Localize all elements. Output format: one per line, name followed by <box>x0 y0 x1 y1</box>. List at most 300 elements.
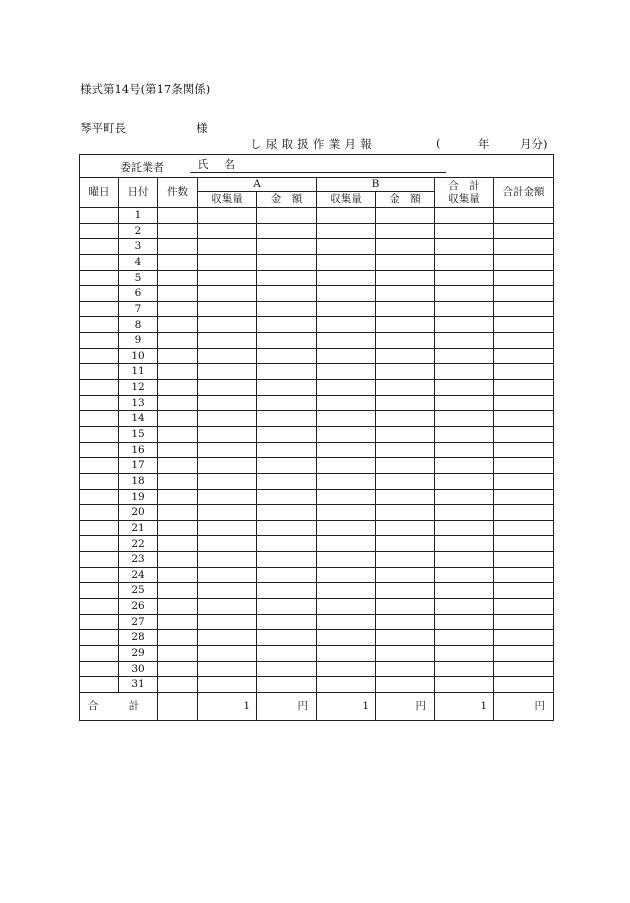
count-cell[interactable] <box>158 614 198 630</box>
total-collection-cell[interactable] <box>435 630 494 646</box>
date-cell: 11 <box>119 364 158 380</box>
count-cell[interactable] <box>158 489 198 505</box>
weekday-cell[interactable] <box>80 442 119 458</box>
a-money-cell[interactable] <box>257 364 317 380</box>
a-money-cell[interactable] <box>257 395 317 411</box>
a-collection-cell[interactable] <box>198 583 257 599</box>
weekday-cell[interactable] <box>80 552 119 568</box>
b-collection-cell[interactable] <box>317 520 376 536</box>
a-collection-cell[interactable] <box>198 395 257 411</box>
a-collection-cell[interactable] <box>198 458 257 474</box>
a-collection-cell[interactable] <box>198 411 257 427</box>
b-collection-cell[interactable] <box>317 677 376 693</box>
a-money-cell[interactable] <box>257 567 317 583</box>
b-money-cell[interactable] <box>376 380 435 396</box>
total-money-cell[interactable] <box>494 442 554 458</box>
a-collection-cell[interactable] <box>198 677 257 693</box>
weekday-cell[interactable] <box>80 458 119 474</box>
a-money-cell[interactable] <box>257 677 317 693</box>
total-collection-cell[interactable] <box>435 458 494 474</box>
totals-label: 合 計 <box>80 692 158 720</box>
count-cell[interactable] <box>158 348 198 364</box>
b-collection-cell[interactable] <box>317 489 376 505</box>
total-collection-cell[interactable] <box>435 426 494 442</box>
b-money-cell[interactable] <box>376 254 435 270</box>
b-money-cell[interactable] <box>376 489 435 505</box>
monthly-report-table <box>79 154 554 721</box>
a-money-cell[interactable] <box>257 614 317 630</box>
total-money-cell[interactable] <box>494 286 554 302</box>
a-collection-cell[interactable] <box>198 333 257 349</box>
a-collection-cell[interactable] <box>198 630 257 646</box>
count-cell[interactable] <box>158 239 198 255</box>
day-row <box>80 270 554 286</box>
total-collection-cell[interactable] <box>435 661 494 677</box>
a-collection-cell[interactable] <box>198 364 257 380</box>
weekday-cell[interactable] <box>80 239 119 255</box>
totals-b-unit[interactable]: 円 <box>376 692 435 720</box>
b-collection-cell[interactable] <box>317 473 376 489</box>
a-money-cell[interactable] <box>257 442 317 458</box>
count-cell[interactable] <box>158 380 198 396</box>
count-cell[interactable] <box>158 301 198 317</box>
totals-a-amount[interactable]: 1 <box>198 692 257 720</box>
b-collection-cell[interactable] <box>317 599 376 615</box>
a-collection-cell[interactable] <box>198 442 257 458</box>
b-collection-cell[interactable] <box>317 614 376 630</box>
a-collection-cell[interactable] <box>198 505 257 521</box>
total-collection-cell[interactable] <box>435 270 494 286</box>
total-money-cell[interactable] <box>494 536 554 552</box>
total-collection-cell[interactable] <box>435 614 494 630</box>
b-money-cell[interactable] <box>376 614 435 630</box>
a-money-cell[interactable] <box>257 239 317 255</box>
a-money-cell[interactable] <box>257 661 317 677</box>
a-money-cell[interactable] <box>257 458 317 474</box>
total-money-cell[interactable] <box>494 661 554 677</box>
day-row <box>80 677 554 693</box>
weekday-cell[interactable] <box>80 301 119 317</box>
total-money-cell[interactable] <box>494 333 554 349</box>
a-collection-header: 収集量 <box>198 192 257 208</box>
b-money-cell[interactable] <box>376 520 435 536</box>
weekday-cell[interactable] <box>80 380 119 396</box>
count-cell[interactable] <box>158 661 198 677</box>
count-cell[interactable] <box>158 411 198 427</box>
b-collection-cell[interactable] <box>317 254 376 270</box>
a-collection-cell[interactable] <box>198 380 257 396</box>
total-collection-cell[interactable] <box>435 380 494 396</box>
a-money-cell[interactable] <box>257 333 317 349</box>
b-money-cell[interactable] <box>376 426 435 442</box>
weekday-cell[interactable] <box>80 208 119 224</box>
b-money-cell[interactable] <box>376 505 435 521</box>
count-cell[interactable] <box>158 567 198 583</box>
total-money-cell[interactable] <box>494 630 554 646</box>
total-money-cell[interactable] <box>494 583 554 599</box>
b-money-cell[interactable] <box>376 395 435 411</box>
count-cell[interactable] <box>158 333 198 349</box>
a-collection-cell[interactable] <box>198 317 257 333</box>
a-money-cell[interactable] <box>257 426 317 442</box>
total-money-cell[interactable] <box>494 505 554 521</box>
weekday-cell[interactable] <box>80 567 119 583</box>
b-collection-cell[interactable] <box>317 239 376 255</box>
day-row <box>80 552 554 568</box>
a-collection-cell[interactable] <box>198 301 257 317</box>
contractor-name-field[interactable] <box>198 155 554 178</box>
weekday-cell[interactable] <box>80 270 119 286</box>
b-collection-cell[interactable] <box>317 645 376 661</box>
b-collection-cell[interactable] <box>317 208 376 224</box>
total-collection-cell[interactable] <box>435 599 494 615</box>
weekday-cell[interactable] <box>80 411 119 427</box>
day-row <box>80 630 554 646</box>
total-collection-cell[interactable] <box>435 645 494 661</box>
b-money-header: 金 額 <box>376 192 435 208</box>
total-collection-cell[interactable] <box>435 677 494 693</box>
a-money-cell[interactable] <box>257 223 317 239</box>
total-money-cell[interactable] <box>494 677 554 693</box>
count-cell[interactable] <box>158 208 198 224</box>
b-money-cell[interactable] <box>376 645 435 661</box>
contractor-label: 委託業者 <box>120 161 164 175</box>
b-money-cell[interactable] <box>376 442 435 458</box>
a-collection-cell[interactable] <box>198 426 257 442</box>
b-money-cell[interactable] <box>376 270 435 286</box>
total-money-cell[interactable] <box>494 489 554 505</box>
total-money-cell[interactable] <box>494 301 554 317</box>
date-cell: 15 <box>119 426 158 442</box>
total-money-cell[interactable] <box>494 567 554 583</box>
total-money-cell[interactable] <box>494 270 554 286</box>
a-collection-cell[interactable] <box>198 270 257 286</box>
count-cell[interactable] <box>158 630 198 646</box>
b-money-cell[interactable] <box>376 677 435 693</box>
total-collection-cell[interactable] <box>435 536 494 552</box>
b-money-cell[interactable] <box>376 536 435 552</box>
weekday-cell[interactable] <box>80 505 119 521</box>
a-collection-cell[interactable] <box>198 645 257 661</box>
b-collection-cell[interactable] <box>317 270 376 286</box>
weekday-cell[interactable] <box>80 348 119 364</box>
weekday-cell[interactable] <box>80 286 119 302</box>
form-title: し 尿 取 扱 作 業 月 報 <box>250 137 373 151</box>
a-money-cell[interactable] <box>257 411 317 427</box>
count-header: 件数 <box>158 178 198 208</box>
day-row <box>80 223 554 239</box>
a-collection-cell[interactable] <box>198 599 257 615</box>
a-money-cell[interactable] <box>257 317 317 333</box>
day-row <box>80 364 554 380</box>
weekday-cell[interactable] <box>80 661 119 677</box>
a-money-cell[interactable] <box>257 473 317 489</box>
total-money-cell[interactable] <box>494 645 554 661</box>
total-collection-cell[interactable] <box>435 208 494 224</box>
b-collection-cell[interactable] <box>317 505 376 521</box>
day-row <box>80 536 554 552</box>
total-money-cell[interactable] <box>494 473 554 489</box>
b-money-cell[interactable] <box>376 301 435 317</box>
day-row <box>80 567 554 583</box>
a-collection-cell[interactable] <box>198 473 257 489</box>
total-collection-cell[interactable] <box>435 254 494 270</box>
b-collection-cell[interactable] <box>317 301 376 317</box>
count-cell[interactable] <box>158 645 198 661</box>
date-cell: 6 <box>119 286 158 302</box>
total-money-cell[interactable] <box>494 395 554 411</box>
total-collection-cell[interactable] <box>435 239 494 255</box>
weekday-cell[interactable] <box>80 333 119 349</box>
total-money-cell[interactable] <box>494 614 554 630</box>
total-money-cell[interactable] <box>494 208 554 224</box>
total-collection-cell[interactable] <box>435 223 494 239</box>
weekday-cell[interactable] <box>80 223 119 239</box>
b-money-cell[interactable] <box>376 317 435 333</box>
total-collection-cell[interactable] <box>435 411 494 427</box>
day-row <box>80 317 554 333</box>
a-money-cell[interactable] <box>257 254 317 270</box>
b-money-cell[interactable] <box>376 286 435 302</box>
total-collection-cell[interactable] <box>435 333 494 349</box>
b-collection-cell[interactable] <box>317 458 376 474</box>
b-collection-cell[interactable] <box>317 630 376 646</box>
a-collection-cell[interactable] <box>198 489 257 505</box>
weekday-cell[interactable] <box>80 489 119 505</box>
b-collection-cell[interactable] <box>317 333 376 349</box>
b-collection-cell[interactable] <box>317 223 376 239</box>
weekday-cell[interactable] <box>80 677 119 693</box>
weekday-cell[interactable] <box>80 317 119 333</box>
total-collection-cell[interactable] <box>435 301 494 317</box>
b-money-cell[interactable] <box>376 583 435 599</box>
date-cell: 2 <box>119 223 158 239</box>
day-row <box>80 473 554 489</box>
total-money-cell[interactable] <box>494 426 554 442</box>
b-money-cell[interactable] <box>376 208 435 224</box>
a-collection-cell[interactable] <box>198 567 257 583</box>
b-money-cell[interactable] <box>376 333 435 349</box>
count-cell[interactable] <box>158 442 198 458</box>
a-money-cell[interactable] <box>257 286 317 302</box>
count-cell[interactable] <box>158 583 198 599</box>
a-collection-cell[interactable] <box>198 254 257 270</box>
a-collection-cell[interactable] <box>198 208 257 224</box>
day-row <box>80 254 554 270</box>
a-money-cell[interactable] <box>257 208 317 224</box>
b-money-cell[interactable] <box>376 364 435 380</box>
b-money-cell[interactable] <box>376 661 435 677</box>
a-money-cell[interactable] <box>257 536 317 552</box>
count-cell[interactable] <box>158 505 198 521</box>
total-collection-cell[interactable] <box>435 286 494 302</box>
b-money-cell[interactable] <box>376 239 435 255</box>
total-collection-cell[interactable] <box>435 442 494 458</box>
count-cell[interactable] <box>158 317 198 333</box>
day-row <box>80 645 554 661</box>
total-money-cell[interactable] <box>494 599 554 615</box>
b-collection-cell[interactable] <box>317 395 376 411</box>
weekday-cell[interactable] <box>80 599 119 615</box>
b-collection-cell[interactable] <box>317 442 376 458</box>
weekday-cell[interactable] <box>80 536 119 552</box>
weekday-cell[interactable] <box>80 395 119 411</box>
a-money-cell[interactable] <box>257 489 317 505</box>
name-label: 氏 名 <box>197 158 242 172</box>
total-collection-header-bottom: 収集量 <box>448 192 480 205</box>
a-collection-cell[interactable] <box>198 614 257 630</box>
totals-count-cell[interactable] <box>158 692 198 720</box>
b-money-cell[interactable] <box>376 458 435 474</box>
weekday-cell[interactable] <box>80 614 119 630</box>
count-cell[interactable] <box>158 458 198 474</box>
period-open: ( <box>436 136 441 150</box>
date-cell: 30 <box>119 661 158 677</box>
totals-total-amount[interactable]: 1 <box>435 692 494 720</box>
totals-row <box>80 692 554 720</box>
total-collection-cell[interactable] <box>435 583 494 599</box>
b-money-cell[interactable] <box>376 567 435 583</box>
b-collection-cell[interactable] <box>317 536 376 552</box>
b-collection-cell[interactable] <box>317 411 376 427</box>
total-collection-cell[interactable] <box>435 520 494 536</box>
weekday-cell[interactable] <box>80 254 119 270</box>
total-collection-cell[interactable] <box>435 364 494 380</box>
a-money-cell[interactable] <box>257 599 317 615</box>
a-money-cell[interactable] <box>257 270 317 286</box>
count-cell[interactable] <box>158 364 198 380</box>
count-cell[interactable] <box>158 677 198 693</box>
group-b-header: B <box>317 178 435 192</box>
totals-a-unit[interactable]: 円 <box>257 692 317 720</box>
count-cell[interactable] <box>158 395 198 411</box>
b-collection-cell[interactable] <box>317 380 376 396</box>
date-cell: 5 <box>119 270 158 286</box>
b-collection-cell[interactable] <box>317 661 376 677</box>
total-money-cell[interactable] <box>494 348 554 364</box>
total-collection-header <box>435 178 494 208</box>
a-money-cell[interactable] <box>257 630 317 646</box>
a-collection-cell[interactable] <box>198 552 257 568</box>
a-money-cell[interactable] <box>257 645 317 661</box>
total-collection-cell[interactable] <box>435 473 494 489</box>
b-collection-cell[interactable] <box>317 426 376 442</box>
b-money-cell[interactable] <box>376 411 435 427</box>
a-money-cell[interactable] <box>257 301 317 317</box>
total-money-cell[interactable] <box>494 254 554 270</box>
a-collection-cell[interactable] <box>198 661 257 677</box>
a-collection-cell[interactable] <box>198 239 257 255</box>
count-cell[interactable] <box>158 552 198 568</box>
b-collection-cell[interactable] <box>317 317 376 333</box>
a-collection-cell[interactable] <box>198 520 257 536</box>
a-money-cell[interactable] <box>257 583 317 599</box>
b-collection-cell[interactable] <box>317 567 376 583</box>
total-collection-cell[interactable] <box>435 567 494 583</box>
a-money-cell[interactable] <box>257 505 317 521</box>
day-row <box>80 489 554 505</box>
day-row <box>80 208 554 224</box>
a-money-header: 金 額 <box>257 192 317 208</box>
total-money-cell[interactable] <box>494 223 554 239</box>
count-cell[interactable] <box>158 254 198 270</box>
weekday-cell[interactable] <box>80 630 119 646</box>
total-money-cell[interactable] <box>494 411 554 427</box>
total-money-cell[interactable] <box>494 239 554 255</box>
honorific: 様 <box>196 121 208 135</box>
day-row <box>80 520 554 536</box>
a-collection-cell[interactable] <box>198 536 257 552</box>
b-collection-cell[interactable] <box>317 583 376 599</box>
date-cell: 3 <box>119 239 158 255</box>
weekday-cell[interactable] <box>80 473 119 489</box>
weekday-cell[interactable] <box>80 583 119 599</box>
count-cell[interactable] <box>158 520 198 536</box>
count-cell[interactable] <box>158 426 198 442</box>
b-money-cell[interactable] <box>376 630 435 646</box>
a-money-cell[interactable] <box>257 348 317 364</box>
date-cell: 1 <box>119 208 158 224</box>
b-collection-cell[interactable] <box>317 348 376 364</box>
total-money-cell[interactable] <box>494 364 554 380</box>
total-collection-cell[interactable] <box>435 489 494 505</box>
count-cell[interactable] <box>158 223 198 239</box>
total-collection-cell[interactable] <box>435 552 494 568</box>
count-cell[interactable] <box>158 599 198 615</box>
b-collection-header: 収集量 <box>317 192 376 208</box>
count-cell[interactable] <box>158 536 198 552</box>
b-collection-cell[interactable] <box>317 286 376 302</box>
contractor-label-cell <box>80 155 198 178</box>
total-collection-cell[interactable] <box>435 505 494 521</box>
a-money-cell[interactable] <box>257 552 317 568</box>
total-money-cell[interactable] <box>494 520 554 536</box>
b-collection-cell[interactable] <box>317 552 376 568</box>
b-money-cell[interactable] <box>376 599 435 615</box>
a-collection-cell[interactable] <box>198 223 257 239</box>
weekday-cell[interactable] <box>80 645 119 661</box>
weekday-cell[interactable] <box>80 364 119 380</box>
count-cell[interactable] <box>158 473 198 489</box>
b-money-cell[interactable] <box>376 348 435 364</box>
count-cell[interactable] <box>158 286 198 302</box>
total-collection-cell[interactable] <box>435 348 494 364</box>
weekday-cell[interactable] <box>80 426 119 442</box>
total-collection-cell[interactable] <box>435 317 494 333</box>
day-row <box>80 599 554 615</box>
a-collection-cell[interactable] <box>198 348 257 364</box>
day-row <box>80 380 554 396</box>
date-cell: 29 <box>119 645 158 661</box>
total-collection-cell[interactable] <box>435 395 494 411</box>
total-money-cell[interactable] <box>494 317 554 333</box>
weekday-cell[interactable] <box>80 520 119 536</box>
a-money-cell[interactable] <box>257 380 317 396</box>
count-cell[interactable] <box>158 270 198 286</box>
b-collection-cell[interactable] <box>317 364 376 380</box>
total-money-cell[interactable] <box>494 458 554 474</box>
day-row <box>80 426 554 442</box>
b-money-cell[interactable] <box>376 473 435 489</box>
total-money-cell[interactable] <box>494 552 554 568</box>
totals-total-unit[interactable]: 円 <box>494 692 554 720</box>
a-money-cell[interactable] <box>257 520 317 536</box>
total-money-cell[interactable] <box>494 380 554 396</box>
totals-b-amount[interactable]: 1 <box>317 692 376 720</box>
b-money-cell[interactable] <box>376 223 435 239</box>
b-money-cell[interactable] <box>376 552 435 568</box>
a-collection-cell[interactable] <box>198 286 257 302</box>
